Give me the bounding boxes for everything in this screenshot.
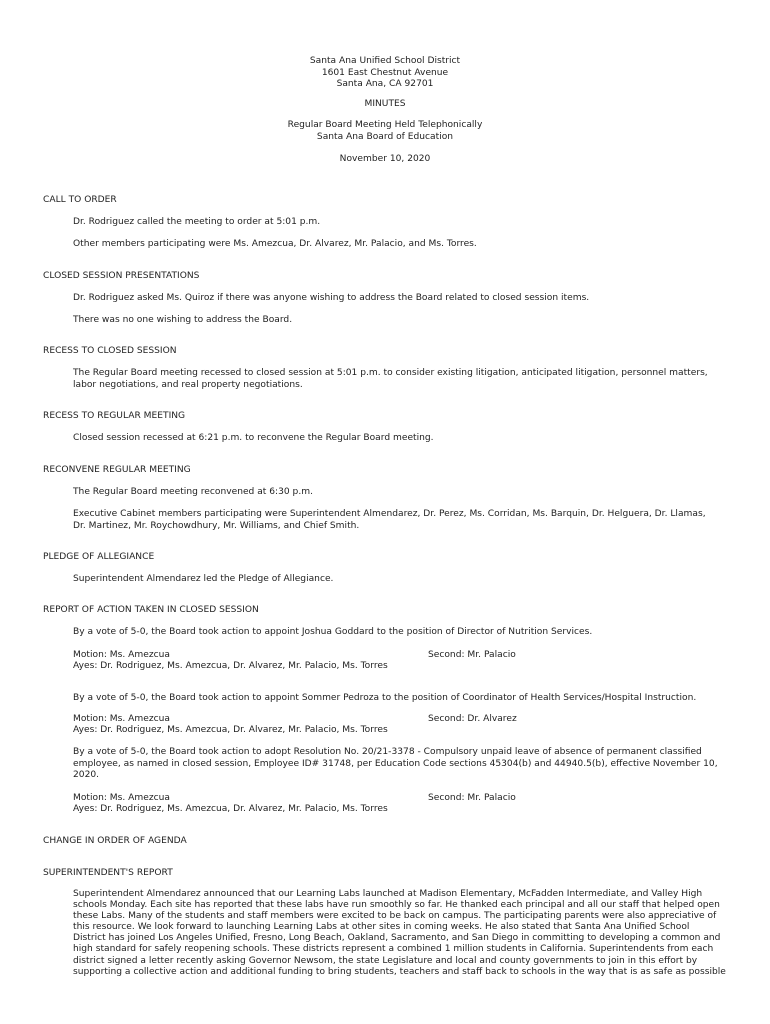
document-type: MINUTES	[364, 99, 406, 109]
paragraph-line: Dr. Rodriguez called the meeting to order at 5:01 p.m.	[73, 217, 321, 227]
paragraph-line: 2020.	[73, 770, 100, 780]
board-name: Santa Ana Board of Education	[316, 131, 454, 142]
paragraph-line: There was no one wishing to address the Board.	[73, 315, 293, 325]
motion-label: Motion: Ms. Amezcua	[73, 714, 170, 724]
section-heading-call-to-order: CALL TO ORDER	[43, 195, 117, 205]
ayes-label: Ayes: Dr. Rodriguez, Ms. Amezcua, Dr. Alvarez, Mr. Palacio, Ms. Torres	[73, 661, 388, 671]
district-name: Santa Ana Unified School District	[309, 56, 461, 66]
second-label: Second: Dr. Alvarez	[428, 714, 517, 724]
vote-record	[73, 793, 728, 817]
paragraph-line: Dr. Rodriguez asked Ms. Quiroz if there was anyone wishing to address the Board related to closed session items.	[73, 293, 590, 303]
paragraph-line: Dr. Martinez, Mr. Roychowdhury, Mr. Williams, and Chief Smith.	[73, 520, 360, 531]
section-heading-report-closed: REPORT OF ACTION TAKEN IN CLOSED SESSION	[43, 605, 259, 615]
paragraph	[73, 487, 728, 499]
paragraph-line: The Regular Board meeting reconvened at 6:30 p.m.	[73, 487, 313, 497]
address-block	[0, 56, 770, 91]
motion-label: Motion: Ms. Amezcua	[73, 793, 170, 803]
paragraph	[73, 293, 728, 305]
paragraph	[73, 239, 728, 251]
section-heading-recess-regular: RECESS TO REGULAR MEETING	[43, 411, 186, 421]
paragraph-line: Superintendent Almendarez announced that our Learning Labs launched at Madison Elementary, McFadden Intermediate, and Valley High	[73, 889, 703, 899]
paragraph	[73, 747, 728, 782]
paragraph-line: employee, as named in closed session, Employee ID# 31748, per Education Code sections 45304(b) and 44940.5(b), effective November 10,	[73, 758, 718, 769]
paragraph	[73, 627, 728, 639]
paragraph-line: By a vote of 5-0, the Board took action to appoint Joshua Goddard to the position of Director of Nutrition Services.	[73, 627, 593, 637]
paragraph-line: By a vote of 5-0, the Board took action to adopt Resolution No. 20/21-3378 - Compulsory unpaid leave of absence of permanent classified	[73, 747, 702, 757]
paragraph	[73, 433, 728, 445]
paragraph-line: By a vote of 5-0, the Board took action to appoint Sommer Pedroza to the position of Coordinator of Health Services/Hospital Instruction.	[73, 693, 697, 703]
paragraph-line: Superintendent Almendarez led the Pledge of Allegiance.	[73, 574, 334, 584]
ayes-label: Ayes: Dr. Rodriguez, Ms. Amezcua, Dr. Alvarez, Mr. Palacio, Ms. Torres	[73, 804, 388, 814]
paragraph	[73, 315, 728, 327]
paragraph-line: high standard for safely reopening schools. These districts represent a combined 1 million students in California. Superintendents from each	[73, 944, 714, 955]
section-heading-pledge: PLEDGE OF ALLEGIANCE	[43, 552, 155, 562]
paragraph	[73, 217, 728, 229]
section-heading-recess-closed: RECESS TO CLOSED SESSION	[43, 346, 177, 356]
paragraph-line: labor negotiations, and real property negotiations.	[73, 379, 303, 390]
ayes-label: Ayes: Dr. Rodriguez, Ms. Amezcua, Dr. Alvarez, Mr. Palacio, Ms. Torres	[73, 725, 388, 735]
paragraph-line: schools Monday. Each site has reported that these labs have run smoothly so far. He thanked each principal and all our staff that helped open	[73, 900, 720, 911]
section-heading-closed-session-presentations: CLOSED SESSION PRESENTATIONS	[43, 271, 200, 281]
paragraph-line: Executive Cabinet members participating were Superintendent Almendarez, Dr. Perez, Ms. Corridan, Ms. Barquin, Dr. Helguera, Dr. Llamas,	[73, 509, 706, 519]
vote-record	[73, 650, 728, 674]
paragraph-superintendent-report	[73, 889, 728, 978]
street-address: 1601 East Chestnut Avenue	[321, 67, 449, 78]
second-label: Second: Mr. Palacio	[428, 793, 516, 803]
city-address: Santa Ana, CA 92701	[336, 79, 434, 89]
section-heading-change-order: CHANGE IN ORDER OF AGENDA	[43, 836, 187, 846]
paragraph-line: this resource. We look forward to launching Learning Labs at other sites in coming weeks. He also stated that Santa Ana Unified School	[73, 922, 690, 933]
motion-label: Motion: Ms. Amezcua	[73, 650, 170, 660]
paragraph-line: district signed a letter recently asking Governor Newsom, the state Legislature and local and county governments to join in this effort by	[73, 955, 698, 966]
paragraph	[73, 693, 728, 705]
paragraph-line: District has joined Los Angeles Unified, Fresno, Long Beach, Oakland, Sacramento, and San Diego in committing to developing a common and	[73, 933, 721, 944]
second-label: Second: Mr. Palacio	[428, 650, 516, 660]
paragraph-line: these Labs. Many of the students and staff members were excited to be back on campus. The participating parents were also appreciative of	[73, 911, 717, 922]
meeting-date: November 10, 2020	[339, 154, 431, 164]
paragraph	[73, 574, 728, 586]
section-heading-reconvene: RECONVENE REGULAR MEETING	[43, 465, 191, 475]
paragraph	[73, 368, 728, 391]
paragraph-line: The Regular Board meeting recessed to closed session at 5:01 p.m. to consider existing litigation, anticipated litigation, personnel matters,	[73, 368, 708, 378]
meeting-title-block	[0, 120, 770, 143]
paragraph-line: supporting a collective action and additional funding to bring students, teachers and staff back to schools in the way that is as safe as possible	[73, 966, 726, 977]
vote-record	[73, 714, 728, 738]
paragraph-line: Closed session recessed at 6:21 p.m. to reconvene the Regular Board meeting.	[73, 433, 434, 443]
section-heading-superintendent-report: SUPERINTENDENT'S REPORT	[43, 868, 173, 878]
paragraph	[73, 509, 728, 532]
meeting-type: Regular Board Meeting Held Telephonically	[287, 120, 483, 130]
paragraph-line: Other members participating were Ms. Amezcua, Dr. Alvarez, Mr. Palacio, and Ms. Torres.	[73, 239, 477, 249]
